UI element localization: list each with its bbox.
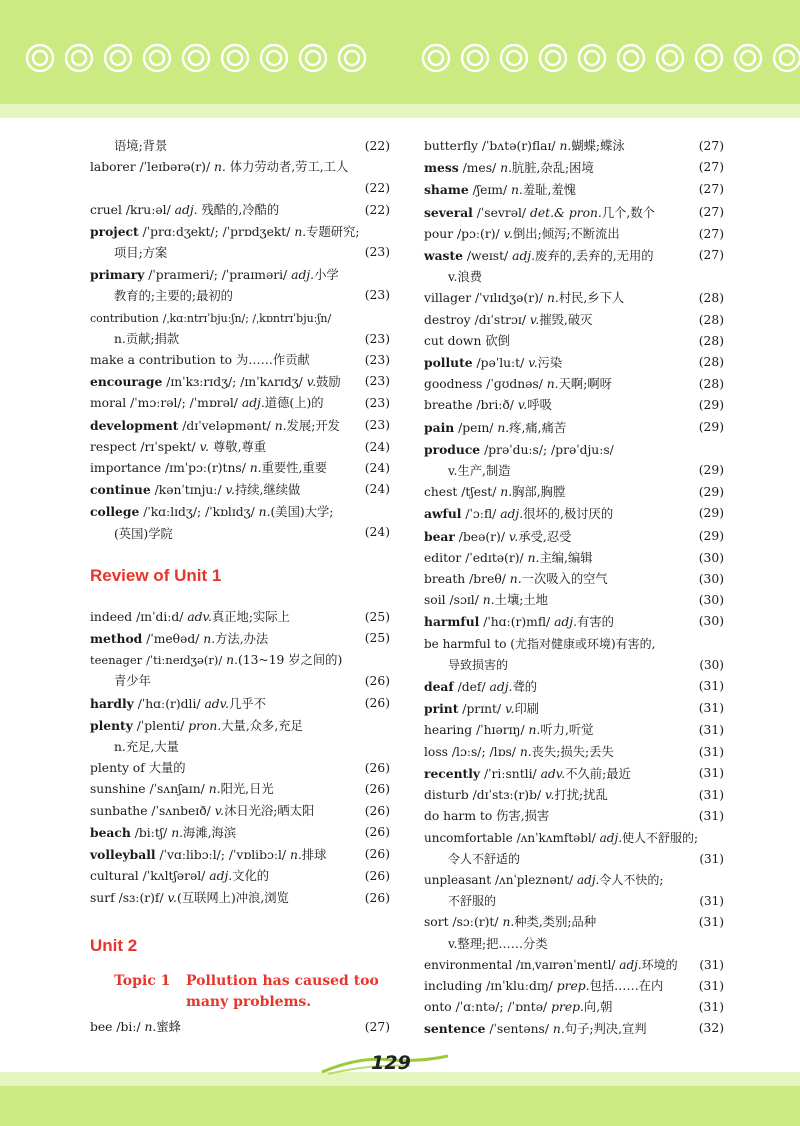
list-item: butterfly /ˈbʌtə(r)flaɪ/ n.蝴蝶;蝶泳 (27) — [424, 139, 724, 153]
list-item: uncomfortable /ʌnˈkʌmftəbl/ adj.使人不舒服的; 令人不舒适的 (31) — [424, 830, 724, 866]
list-item: importance /ɪmˈpɔː(r)tns/ n.重要性,重要 (24) — [90, 461, 390, 476]
review-heading: Review of Unit 1 — [90, 565, 222, 585]
list-item: volleyball /ˈvɑːlibɔːl/; /ˈvɒlibɔːl/ n.排球 (26) — [90, 847, 390, 863]
list-item: sort /sɔː(r)t/ n.种类,类别;品种 v.整理;把……分类 (31) — [424, 915, 724, 951]
unit-heading: Unit 2 — [90, 935, 138, 955]
list-item: primary /ˈpraɪmeri/; /ˈpraɪməri/ adj.小学 教育的;主要的;最初的 (23) — [90, 267, 390, 304]
footer-band — [0, 1086, 800, 1126]
list-item: disturb /dɪˈstɜː(r)b/ v.打扰;扰乱 (31) — [424, 788, 724, 803]
list-item: pollute /pəˈluːt/ v.污染 (28) — [424, 355, 724, 371]
topic-heading: Topic 1 Pollution has caused too many problems. — [114, 972, 379, 1010]
list-item: college /ˈkɑːlɪdʒ/; /ˈkɒlɪdʒ/ n.(美国)大学; (英国)学院 (24) — [90, 504, 390, 541]
left-column — [90, 136, 390, 1038]
list-item: development /dɪˈveləpmənt/ n.发展;开发 (23) — [90, 417, 390, 433]
list-item: continue /kənˈtɪnjuː/ v.持续,继续做 (24) — [90, 482, 390, 498]
list-item: produce /prəˈduːs/; /prəˈdjuːs/ v.生产,制造 (29) — [424, 441, 724, 479]
list-item: goodness /ˈɡʊdnəs/ n.天啊;啊呀 (28) — [424, 377, 724, 392]
list-item: contribution /ˌkɑːntrɪˈbjuːʃn/; /ˌkɒntrɪˈbjuːʃn/ n.贡献;捐款 (23) — [90, 311, 390, 346]
list-item: recently /ˈriːsntli/ adv.不久前;最近 (31) — [424, 765, 724, 781]
list-item: cultural /ˈkʌltʃərəl/ adj.文化的 (26) — [90, 869, 390, 884]
list-item: laborer /ˈleɪbərə(r)/ n. 体力劳动者,劳工,工人 (22) — [90, 160, 390, 196]
list-item: shame /ʃeɪm/ n.羞耻,羞愧 (27) — [424, 182, 724, 198]
list-item: several /ˈsevrəl/ det.& pron.几个,数个 (27) — [424, 204, 724, 220]
page-number: 129 — [371, 1052, 411, 1074]
list-item: editor /ˈedɪtə(r)/ n.主编,编辑 (30) — [424, 550, 724, 565]
header-strip — [0, 104, 800, 118]
list-item: cruel /kruːəl/ adj. 残酷的,冷酷的 (22) — [90, 202, 390, 217]
list-item: 语境;背景 (22) — [114, 139, 390, 153]
list-item: hearing /ˈhɪərɪŋ/ n.听力,听觉 (31) — [424, 723, 724, 738]
list-item: plenty of 大量的 (26) — [90, 761, 390, 776]
list-item: bee /biː/ n.蜜蜂 (27) — [90, 1019, 390, 1034]
list-item: onto /ˈɑːntə/; /ˈɒntə/ prep.向,朝 (31) — [424, 1000, 724, 1015]
list-item: waste /weɪst/ adj.废弃的,丢弃的,无用的 v.浪费 (27) — [424, 248, 724, 285]
list-item: soil /sɔɪl/ n.土壤;土地 (30) — [424, 593, 724, 608]
list-item: breath /breθ/ n.一次吸入的空气 (30) — [424, 572, 724, 587]
list-item: make a contribution to 为……作贡献 (23) — [90, 353, 390, 368]
list-item: respect /rɪˈspekt/ v. 尊敬,尊重 (24) — [90, 439, 390, 454]
list-item: teenager /ˈtiːneɪdʒə(r)/ n.(13~19 岁之间的) 青少年 (26) — [90, 653, 390, 689]
list-item: harmful /ˈhɑː(r)mfl/ adj.有害的 (30) — [424, 614, 724, 630]
list-item: cut down 砍倒 (28) — [424, 333, 724, 348]
list-item: sentence /ˈsentəns/ n.句子;判决,宣判 (32) — [424, 1021, 724, 1037]
decorative-circles — [0, 38, 800, 78]
list-item: awful /ˈɔːfl/ adj.很坏的,极讨厌的 (29) — [424, 506, 724, 522]
list-item: moral /ˈmɔːrəl/; /ˈmɒrəl/ adj.道德(上)的 (23) — [90, 396, 390, 411]
list-item: sunshine /ˈsʌnʃaɪn/ n.阳光,日光 (26) — [90, 782, 390, 797]
list-item: breathe /briːð/ v.呼吸 (29) — [424, 398, 724, 413]
list-item: method /ˈmeθəd/ n.方法,办法 (25) — [90, 631, 390, 647]
list-item: sunbathe /ˈsʌnbeɪð/ v.沐日光浴;晒太阳 (26) — [90, 803, 390, 818]
list-item: pour /pɔː(r)/ v.倒出;倾泻;不断流出 (27) — [424, 226, 724, 241]
list-item: loss /lɔːs/; /lɒs/ n.丧失;损失;丢失 (31) — [424, 744, 724, 759]
list-item: project /ˈprɑːdʒekt/; /ˈprɒdʒekt/ n.专题研究; 项目;方案 (23) — [90, 223, 390, 261]
list-item: including /ɪnˈkluːdɪŋ/ prep.包括……在内 (31) — [424, 978, 724, 993]
list-item: pain /peɪn/ n.疼,痛,痛苦 (29) — [424, 419, 724, 435]
list-item: do harm to 伤害,损害 (31) — [424, 809, 724, 824]
list-item: unpleasant /ʌnˈpleznənt/ adj.令人不快的; 不舒服的 (31) — [424, 872, 724, 909]
list-item: indeed /ɪnˈdiːd/ adv.真正地;实际上 (25) — [90, 609, 390, 624]
list-item: environmental /ɪnˌvaɪrənˈmentl/ adj.环境的 (31) — [424, 957, 724, 972]
list-item: be harmful to (尤指对健康或环境)有害的, 导致损害的 (30) — [424, 636, 724, 672]
list-item: deaf /def/ adj.聋的 (31) — [424, 679, 724, 695]
list-item: beach /biːtʃ/ n.海滩,海滨 (26) — [90, 824, 390, 840]
list-item: hardly /ˈhɑː(r)dli/ adv.几乎不 (26) — [90, 695, 390, 711]
list-item: print /prɪnt/ v.印刷 (31) — [424, 701, 724, 717]
list-item: encourage /ɪnˈkɜːrɪdʒ/; /ɪnˈkʌrɪdʒ/ v.鼓励 (23) — [90, 374, 390, 390]
list-item: chest /tʃest/ n.胸部,胸膛 (29) — [424, 485, 724, 500]
list-item: surf /sɜː(r)f/ v.(互联网上)冲浪,浏览 (26) — [90, 890, 390, 905]
list-item: plenty /ˈplenti/ pron.大量,众多,充足 n.充足,大量 — [90, 717, 303, 755]
list-item: bear /beə(r)/ v.承受,忍受 (29) — [424, 528, 724, 544]
list-item: destroy /dɪˈstrɔɪ/ v.摧毁,破灭 (28) — [424, 312, 724, 327]
list-item: mess /mes/ n.肮脏,杂乱;困境 (27) — [424, 160, 724, 176]
page-number-badge — [320, 1052, 450, 1080]
right-column — [424, 136, 724, 1041]
list-item: villager /ˈvɪlɪdʒə(r)/ n.村民,乡下人 (28) — [424, 291, 724, 306]
